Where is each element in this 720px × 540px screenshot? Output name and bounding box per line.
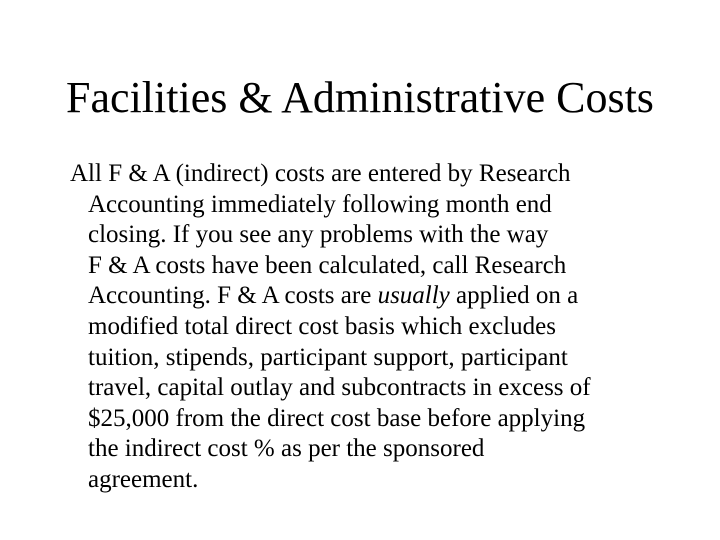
- slide-body-paragraph: [70, 159, 688, 496]
- body-line: closing. If you see any problems with the way: [88, 221, 549, 249]
- body-line: $25,000 from the direct cost base before applying: [88, 404, 586, 432]
- body-line: [88, 281, 688, 312]
- emphasis-text: usually: [377, 282, 450, 310]
- body-line: the indirect cost % as per the sponsored: [88, 435, 485, 463]
- body-line: agreement.: [88, 465, 199, 493]
- body-line: travel, capital outlay and subcontracts in excess of: [88, 374, 591, 402]
- body-line: tuition, stipends, participant support, participant: [88, 343, 568, 371]
- body-line-text: applied on a: [449, 282, 579, 310]
- body-line: modified total direct cost basis which excludes: [88, 312, 556, 340]
- body-line: Accounting immediately following month end: [88, 190, 552, 218]
- body-line-text: Accounting. F & A costs are: [88, 282, 378, 310]
- body-line: All F & A (indirect) costs are entered by Research: [70, 160, 571, 187]
- body-line: F & A costs have been calculated, call Research: [88, 251, 567, 279]
- slide-title: Facilities & Administrative Costs: [66, 73, 654, 122]
